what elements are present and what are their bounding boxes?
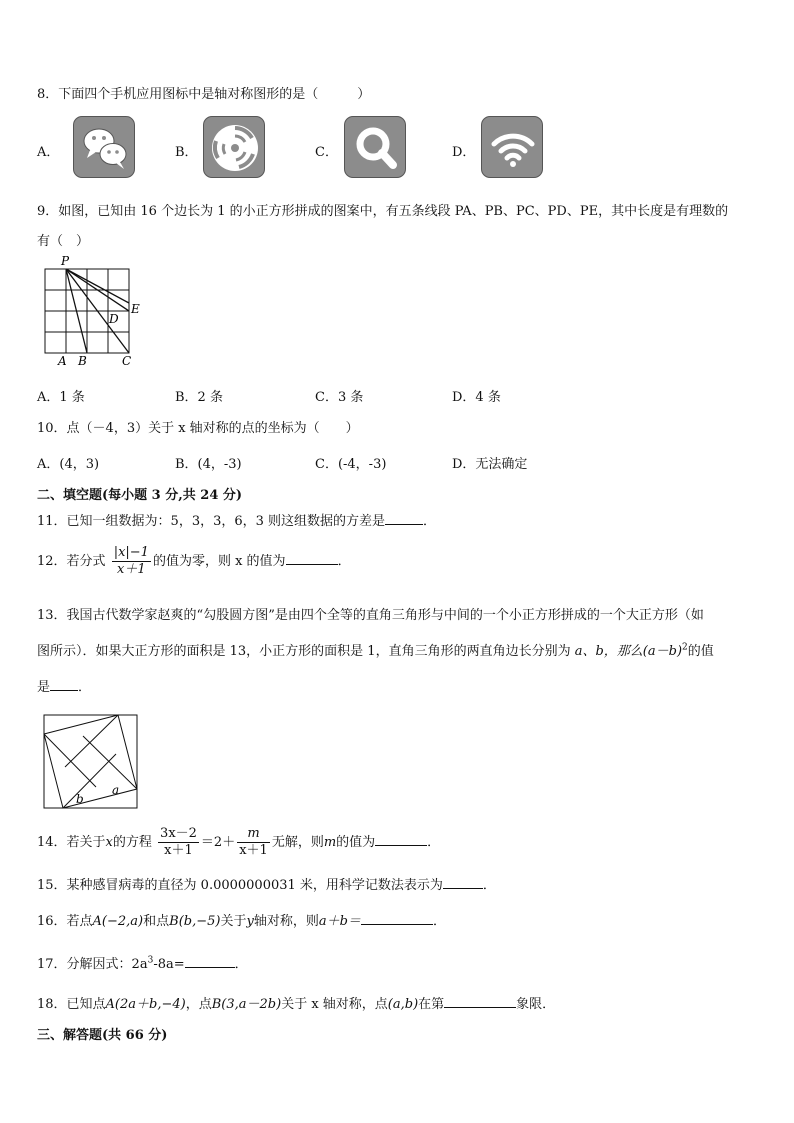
q16-mid2: 关于 (220, 914, 247, 929)
q13-exponent: 2 (682, 642, 688, 653)
q13-pythagoras-figure (41, 712, 141, 812)
q16-post: 轴对称，则 (253, 914, 319, 929)
q9-option-d: D．4 条 (452, 390, 501, 405)
q12-fraction (112, 545, 151, 578)
q10-option-a: A．(4，3) (37, 457, 100, 472)
q16 (37, 910, 446, 929)
label-b: b (76, 792, 84, 806)
q15-stem: 15．某种感冒病毒的直径为 0.0000000031 米，用科学记数法表示为 (37, 878, 443, 893)
q18-point-a: A(2a＋b,−4) (105, 997, 186, 1012)
q14-mid: 的方程 (112, 835, 152, 850)
q13-answer-blank (50, 678, 78, 691)
q14-numerator-1: 3x－2 (160, 826, 197, 841)
q16-sum: a＋b＝ (318, 914, 361, 929)
label-c: C (122, 354, 132, 368)
q16-mid: 和点 (143, 914, 170, 929)
q16-end: ． (432, 914, 446, 929)
q13-line2 (37, 640, 714, 659)
q9-option-b: B．2 条 (175, 390, 223, 405)
label-a: A (58, 354, 67, 368)
q13-line2-expr: a、b，那么(a－b) (574, 644, 683, 659)
q12-post: 的值为零，则 x 的值为 (152, 554, 286, 569)
q14-pre: 14．若关于 (37, 835, 106, 850)
q14-denominator-1: x＋1 (164, 843, 193, 858)
q14-denominator-2: x＋1 (239, 843, 268, 858)
q14-equals: ＝2＋ (200, 835, 236, 850)
q9-option-a: A．1 条 (37, 390, 85, 405)
q10-option-b: B．(4，-3) (175, 457, 242, 472)
q9-grid-figure (36, 254, 146, 369)
q15-end: ． (482, 878, 496, 893)
q11-stem: 11．已知一组数据为：5，3，3，6，3 则这组数据的方差是 (37, 514, 386, 529)
q11-answer-blank (385, 512, 423, 525)
q13-line2-end: 的值 (687, 644, 714, 659)
label-e: E (131, 302, 140, 316)
q9-option-c: C．3 条 (315, 390, 364, 405)
q9-stem-line2: 有（ ） (37, 234, 90, 249)
q17-end: ． (234, 957, 248, 972)
q16-point-b: B(b,−5) (169, 914, 221, 929)
q10-option-d: D．无法确定 (452, 457, 528, 472)
q14-m: m (323, 835, 337, 850)
q16-y: y (246, 914, 254, 929)
magnifier-icon (344, 116, 406, 178)
q13-line2-text: 图所示）．如果大正方形的面积是 13，小正方形的面积是 1，直角三角形的两直角边长分别为 (37, 644, 571, 659)
q18-mid: ，点 (185, 997, 212, 1012)
q14-post2: 的值为 (336, 835, 376, 850)
q12-end: ． (337, 554, 351, 569)
q11 (37, 510, 436, 529)
q8-option-d-label: D． (452, 145, 476, 160)
q18-post: 在第 (418, 997, 445, 1012)
q11-end: ． (423, 514, 437, 529)
section-2-heading: 二、填空题(每小题 3 分,共 24 分) (37, 488, 243, 503)
q16-answer-blank (361, 912, 433, 925)
q12-pre: 12．若分式 (37, 554, 106, 569)
swirl-icon (203, 116, 265, 178)
q18-end: 象限． (516, 997, 556, 1012)
q18-point-b: B(3,a－2b) (211, 997, 282, 1012)
section-3-heading: 三、解答题(共 66 分) (37, 1028, 168, 1043)
q18 (37, 993, 555, 1012)
q14-x: x (105, 835, 113, 850)
q18-point: (a,b) (387, 997, 419, 1012)
chat-bubbles-icon (73, 116, 135, 178)
q14 (37, 826, 440, 859)
q8-option-a-label: A． (37, 145, 60, 160)
q12-answer-blank (286, 552, 338, 565)
q8-option-c-label: C． (315, 145, 338, 160)
q14-fraction-1 (158, 826, 199, 859)
q18-pre: 18．已知点 (37, 997, 106, 1012)
q13-line3-text: 是 (37, 680, 51, 695)
q9-stem-line1: 9．如图，已知由 16 个边长为 1 的小正方形拼成的图案中，有五条线段 PA、PB、PC、PD、PE，其中长度是有理数的 (37, 204, 729, 219)
q17-exponent: 3 (147, 955, 154, 966)
q13-line3 (37, 676, 91, 695)
q14-numerator-2: m (237, 826, 270, 843)
label-p: P (61, 254, 70, 268)
q13-line1: 13．我国古代数学家赵爽的“勾股圆方图”是由四个全等的直角三角形与中间的一个小正方形拼成的一个大正方形（如 (37, 608, 704, 623)
q17-post: -8a= (153, 957, 185, 972)
q12 (37, 545, 351, 578)
q17-answer-blank (185, 955, 235, 968)
q15-answer-blank (443, 876, 483, 889)
label-d: D (109, 312, 119, 326)
q14-post: 无解，则 (271, 835, 324, 850)
q8-stem: 8．下面四个手机应用图标中是轴对称图形的是（ ） (37, 87, 371, 102)
q13-end: ． (78, 680, 92, 695)
q8-option-b-label: B． (175, 145, 198, 160)
q12-denominator: x＋1 (117, 562, 146, 577)
q16-pre: 16．若点 (37, 914, 93, 929)
q10-stem: 10．点（－4，3）关于 x 轴对称的点的坐标为（ ） (37, 421, 359, 436)
label-a: a (112, 783, 120, 797)
q10-option-c: C．(-4，-3) (315, 457, 387, 472)
q17-pre: 17．分解因式：2a (37, 957, 148, 972)
q14-answer-blank (375, 833, 427, 846)
q15 (37, 874, 496, 893)
q18-answer-blank (444, 995, 516, 1008)
q14-end: ． (427, 835, 441, 850)
q16-point-a: A(−2,a) (92, 914, 144, 929)
q17 (37, 953, 248, 972)
wifi-icon (481, 116, 543, 178)
label-b: B (78, 354, 87, 368)
q18-mid2: 关于 x 轴对称，点 (281, 997, 388, 1012)
q12-numerator: |x|−1 (113, 545, 149, 560)
q14-fraction-2 (237, 826, 270, 859)
